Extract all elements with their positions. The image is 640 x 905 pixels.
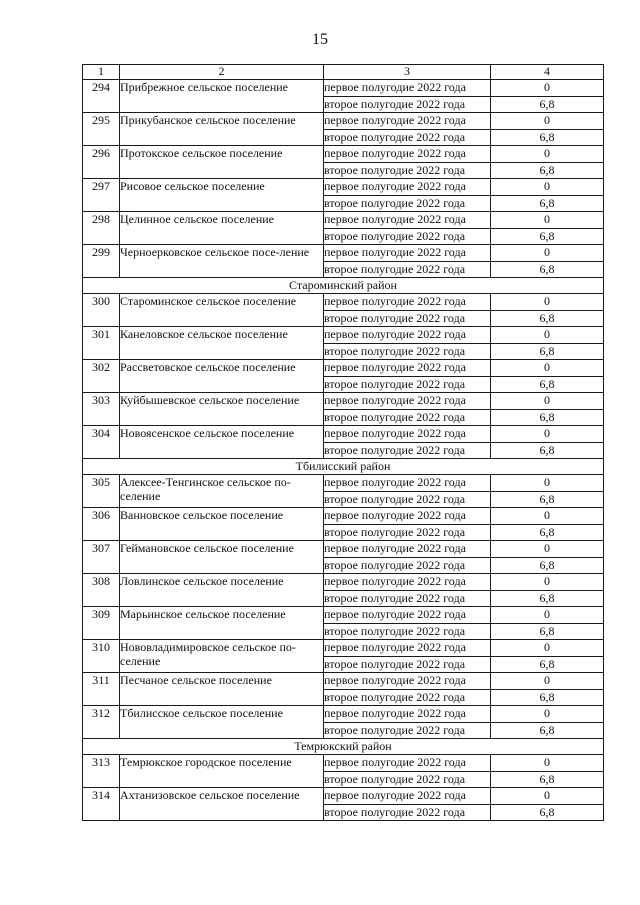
value-cell: 6,8 <box>491 310 604 327</box>
row-number: 299 <box>83 245 120 278</box>
value-cell: 6,8 <box>491 590 604 607</box>
settlement-name: Ловлинское сельское поселение <box>120 574 324 607</box>
district-row <box>83 739 604 755</box>
settlement-name: Ахтанизовское сельское поселение <box>120 788 324 821</box>
table-row <box>83 574 604 591</box>
settlement-name: Прибрежное сельское поселение <box>120 80 324 113</box>
period-label: первое полугодие 2022 года <box>324 80 491 97</box>
row-number: 313 <box>83 755 120 788</box>
period-label: второе полугодие 2022 года <box>324 524 491 541</box>
settlement-name: Ванновское сельское поселение <box>120 508 324 541</box>
period-label: второе полугодие 2022 года <box>324 129 491 146</box>
period-label: первое полугодие 2022 года <box>324 508 491 525</box>
row-number: 298 <box>83 212 120 245</box>
value-cell: 6,8 <box>491 129 604 146</box>
period-label: первое полугодие 2022 года <box>324 426 491 443</box>
row-number: 314 <box>83 788 120 821</box>
period-label: первое полугодие 2022 года <box>324 146 491 163</box>
row-number: 307 <box>83 541 120 574</box>
table-row <box>83 755 604 772</box>
value-cell: 0 <box>491 393 604 410</box>
settlement-name: Протокское сельское поселение <box>120 146 324 179</box>
header-cell: 4 <box>491 65 604 80</box>
period-label: второе полугодие 2022 года <box>324 722 491 739</box>
row-number: 312 <box>83 706 120 739</box>
period-label: второе полугодие 2022 года <box>324 656 491 673</box>
settlement-name: Тбилисское сельское поселение <box>120 706 324 739</box>
table-row <box>83 640 604 657</box>
period-label: второе полугодие 2022 года <box>324 804 491 821</box>
table-row <box>83 475 604 492</box>
header-cell: 2 <box>120 65 324 80</box>
row-number: 297 <box>83 179 120 212</box>
row-number: 301 <box>83 327 120 360</box>
row-number: 302 <box>83 360 120 393</box>
row-number: 294 <box>83 80 120 113</box>
settlement-name: Рисовое сельское поселение <box>120 179 324 212</box>
row-number: 295 <box>83 113 120 146</box>
table-row <box>83 327 604 344</box>
value-cell: 0 <box>491 146 604 163</box>
period-label: второе полугодие 2022 года <box>324 162 491 179</box>
period-label: первое полугодие 2022 года <box>324 360 491 377</box>
table-row <box>83 146 604 163</box>
settlement-name: Рассветовское сельское поселение <box>120 360 324 393</box>
value-cell: 0 <box>491 294 604 311</box>
period-label: второе полугодие 2022 года <box>324 442 491 459</box>
district-name: Темрюкский район <box>83 739 604 755</box>
period-label: первое полугодие 2022 года <box>324 212 491 229</box>
value-cell: 0 <box>491 212 604 229</box>
district-row <box>83 459 604 475</box>
period-label: первое полугодие 2022 года <box>324 294 491 311</box>
period-label: второе полугодие 2022 года <box>324 557 491 574</box>
period-label: второе полугодие 2022 года <box>324 771 491 788</box>
value-cell: 6,8 <box>491 228 604 245</box>
value-cell: 0 <box>491 574 604 591</box>
value-cell: 6,8 <box>491 442 604 459</box>
table-row <box>83 508 604 525</box>
district-row <box>83 278 604 294</box>
value-cell: 6,8 <box>491 343 604 360</box>
period-label: первое полугодие 2022 года <box>324 607 491 624</box>
value-cell: 6,8 <box>491 96 604 113</box>
period-label: первое полугодие 2022 года <box>324 179 491 196</box>
period-label: второе полугодие 2022 года <box>324 96 491 113</box>
value-cell: 0 <box>491 360 604 377</box>
row-number: 311 <box>83 673 120 706</box>
settlement-name: Песчаное сельское поселение <box>120 673 324 706</box>
value-cell: 6,8 <box>491 409 604 426</box>
table-row <box>83 788 604 805</box>
table-row <box>83 212 604 229</box>
period-label: второе полугодие 2022 года <box>324 310 491 327</box>
table-row <box>83 673 604 690</box>
table-row <box>83 426 604 443</box>
settlement-name: Геймановское сельское поселение <box>120 541 324 574</box>
settlement-name: Канеловское сельское поселение <box>120 327 324 360</box>
value-cell: 6,8 <box>491 623 604 640</box>
settlement-name: Черноерковское сельское посе-ление <box>120 245 324 278</box>
period-label: второе полугодие 2022 года <box>324 228 491 245</box>
period-label: первое полугодие 2022 года <box>324 475 491 492</box>
table-row <box>83 179 604 196</box>
value-cell: 0 <box>491 788 604 805</box>
tariff-table <box>82 64 604 821</box>
value-cell: 0 <box>491 640 604 657</box>
value-cell: 0 <box>491 755 604 772</box>
table-row <box>83 80 604 97</box>
period-label: второе полугодие 2022 года <box>324 343 491 360</box>
row-number: 309 <box>83 607 120 640</box>
period-label: первое полугодие 2022 года <box>324 245 491 262</box>
value-cell: 0 <box>491 475 604 492</box>
value-cell: 0 <box>491 426 604 443</box>
period-label: первое полугодие 2022 года <box>324 706 491 723</box>
table-row <box>83 113 604 130</box>
settlement-name: Целинное сельское поселение <box>120 212 324 245</box>
settlement-name: Марьинское сельское поселение <box>120 607 324 640</box>
value-cell: 0 <box>491 706 604 723</box>
period-label: первое полугодие 2022 года <box>324 541 491 558</box>
table-row <box>83 607 604 624</box>
period-label: второе полугодие 2022 года <box>324 623 491 640</box>
value-cell: 0 <box>491 607 604 624</box>
row-number: 296 <box>83 146 120 179</box>
table-row <box>83 541 604 558</box>
row-number: 308 <box>83 574 120 607</box>
value-cell: 6,8 <box>491 524 604 541</box>
period-label: первое полугодие 2022 года <box>324 640 491 657</box>
district-name: Тбилисский район <box>83 459 604 475</box>
settlement-name: Прикубанское сельское поселение <box>120 113 324 146</box>
period-label: второе полугодие 2022 года <box>324 689 491 706</box>
period-label: второе полугодие 2022 года <box>324 491 491 508</box>
table-row <box>83 706 604 723</box>
settlement-name: Куйбышевское сельское поселение <box>120 393 324 426</box>
period-label: первое полугодие 2022 года <box>324 113 491 130</box>
period-label: первое полугодие 2022 года <box>324 788 491 805</box>
header-row <box>83 65 604 80</box>
value-cell: 0 <box>491 327 604 344</box>
period-label: первое полугодие 2022 года <box>324 755 491 772</box>
value-cell: 0 <box>491 113 604 130</box>
row-number: 300 <box>83 294 120 327</box>
period-label: первое полугодие 2022 года <box>324 393 491 410</box>
header-cell: 1 <box>83 65 120 80</box>
table-row <box>83 294 604 311</box>
settlement-name: Староминское сельское поселение <box>120 294 324 327</box>
value-cell: 0 <box>491 673 604 690</box>
value-cell: 6,8 <box>491 162 604 179</box>
value-cell: 6,8 <box>491 261 604 278</box>
row-number: 305 <box>83 475 120 508</box>
value-cell: 0 <box>491 179 604 196</box>
period-label: второе полугодие 2022 года <box>324 590 491 607</box>
period-label: первое полугодие 2022 года <box>324 327 491 344</box>
value-cell: 6,8 <box>491 771 604 788</box>
value-cell: 6,8 <box>491 491 604 508</box>
table-row <box>83 245 604 262</box>
settlement-name: Новоясенское сельское поселение <box>120 426 324 459</box>
period-label: второе полугодие 2022 года <box>324 409 491 426</box>
page-number: 15 <box>312 31 328 48</box>
value-cell: 6,8 <box>491 722 604 739</box>
district-name: Староминский район <box>83 278 604 294</box>
row-number: 303 <box>83 393 120 426</box>
row-number: 304 <box>83 426 120 459</box>
period-label: второе полугодие 2022 года <box>324 376 491 393</box>
header-cell: 3 <box>324 65 491 80</box>
value-cell: 0 <box>491 80 604 97</box>
value-cell: 6,8 <box>491 804 604 821</box>
value-cell: 6,8 <box>491 656 604 673</box>
value-cell: 6,8 <box>491 376 604 393</box>
period-label: первое полугодие 2022 года <box>324 574 491 591</box>
row-number: 310 <box>83 640 120 673</box>
table-row <box>83 393 604 410</box>
value-cell: 0 <box>491 541 604 558</box>
value-cell: 6,8 <box>491 689 604 706</box>
period-label: второе полугодие 2022 года <box>324 261 491 278</box>
row-number: 306 <box>83 508 120 541</box>
settlement-name: Темрюкское городское поселение <box>120 755 324 788</box>
value-cell: 6,8 <box>491 557 604 574</box>
value-cell: 0 <box>491 245 604 262</box>
value-cell: 6,8 <box>491 195 604 212</box>
period-label: первое полугодие 2022 года <box>324 673 491 690</box>
table-row <box>83 360 604 377</box>
settlement-name: Нововладимировское сельское по-селение <box>120 640 324 673</box>
value-cell: 0 <box>491 508 604 525</box>
settlement-name: Алексее-Тенгинское сельское по-селение <box>120 475 324 508</box>
period-label: второе полугодие 2022 года <box>324 195 491 212</box>
